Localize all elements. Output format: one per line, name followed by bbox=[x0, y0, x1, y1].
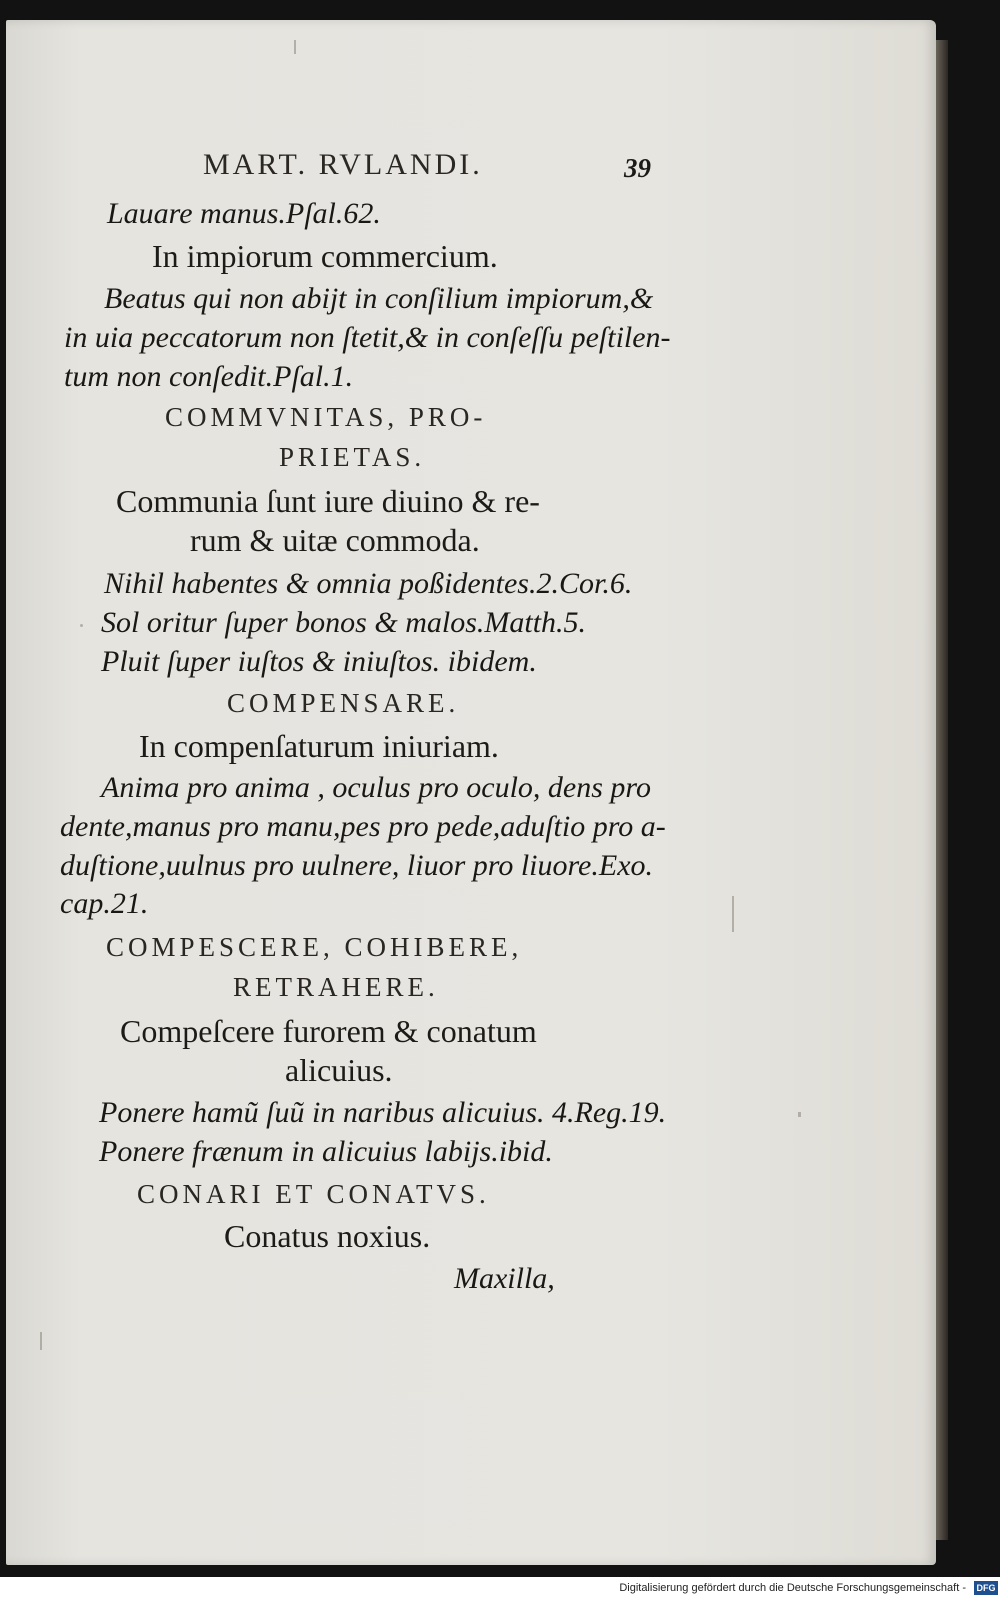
text-line: cap.21. bbox=[60, 887, 149, 920]
text-line: Nihil habentes & omnia poßidentes.2.Cor.6. bbox=[104, 567, 633, 600]
text-line: Pluit ſuper iuſtos & iniuſtos. ibidem. bbox=[101, 645, 537, 678]
dfg-logo-icon[interactable]: DFG bbox=[974, 1581, 998, 1595]
paper-mark bbox=[798, 1112, 801, 1117]
paper-mark bbox=[294, 40, 296, 54]
digitization-credit: Digitalisierung gefördert durch die Deutsche Forschungsgemeinschaft - bbox=[619, 1582, 966, 1594]
text-line: Ponere frænum in alicuius labijs.ibid. bbox=[99, 1135, 553, 1168]
text-line: duſtione,uulnus pro uulnere, liuor pro liuore.Exo. bbox=[60, 849, 654, 882]
text-line: Beatus qui non abijt in conſilium impiorum,& bbox=[104, 282, 654, 315]
section-subheading: In compenſaturum iniuriam. bbox=[139, 728, 499, 764]
paper-mark bbox=[40, 1332, 42, 1350]
section-subheading: alicuius. bbox=[285, 1052, 393, 1088]
entry-heading: PRIETAS. bbox=[279, 442, 426, 472]
paper-mark bbox=[80, 624, 83, 627]
text-line: Anima pro anima , oculus pro oculo, dens pro bbox=[101, 771, 651, 804]
text-line: Sol oritur ſuper bonos & malos.Matth.5. bbox=[101, 606, 587, 639]
entry-heading: COMPESCERE, COHIBERE, bbox=[106, 932, 523, 962]
paper-mark bbox=[732, 896, 734, 932]
entry-heading: CONARI ET CONATVS. bbox=[137, 1179, 490, 1209]
page-edge bbox=[936, 40, 948, 1540]
section-subheading: In impiorum commercium. bbox=[152, 238, 498, 274]
section-subheading: Compeſcere furorem & conatum bbox=[120, 1013, 537, 1049]
text-line: in uia peccatorum non ſtetit,& in conſeſſu peſtilen- bbox=[64, 321, 671, 354]
entry-heading: COMMVNITAS, PRO- bbox=[165, 402, 487, 432]
section-subheading: Conatus noxius. bbox=[224, 1218, 431, 1254]
entry-heading: COMPENSARE. bbox=[227, 688, 460, 718]
text-line: tum non conſedit.Pſal.1. bbox=[64, 360, 354, 393]
page-number: 39 bbox=[624, 153, 651, 183]
text-line: Lauare manus.Pſal.62. bbox=[107, 197, 381, 230]
running-head: MART. RVLANDI. bbox=[203, 148, 483, 181]
text-line: dente,manus pro manu,pes pro pede,aduſtio pro a- bbox=[60, 810, 666, 843]
section-subheading: rum & uitæ commoda. bbox=[190, 522, 480, 558]
text-line: Ponere hamũ ſuũ in naribus alicuius. 4.Reg.19. bbox=[99, 1096, 667, 1129]
catchword: Maxilla, bbox=[454, 1262, 555, 1295]
section-subheading: Communia ſunt iure diuino & re- bbox=[116, 483, 540, 519]
entry-heading: RETRAHERE. bbox=[233, 972, 439, 1002]
